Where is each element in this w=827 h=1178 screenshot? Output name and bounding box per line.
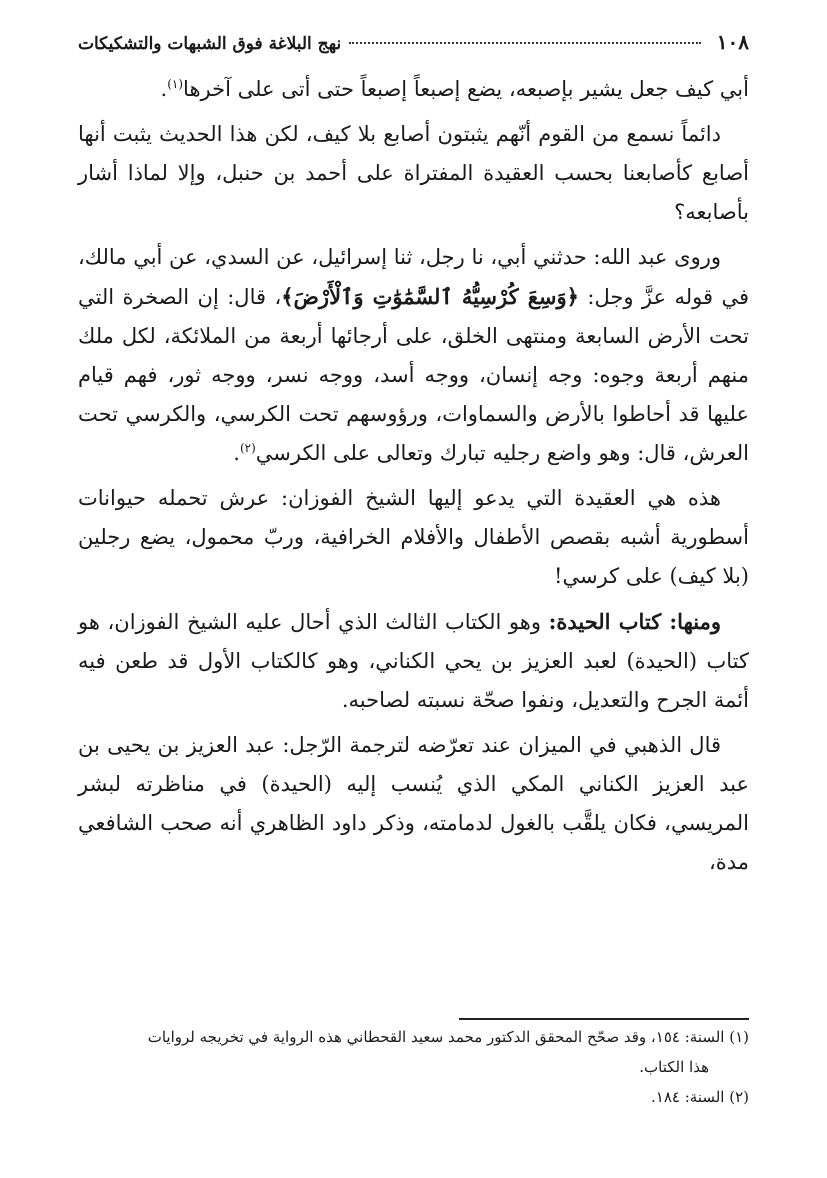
footnotes	[78, 1022, 749, 1112]
footnote-ref-2: (٢)	[239, 441, 256, 455]
header-dotted-leader	[349, 42, 701, 44]
paragraph-1	[78, 70, 749, 109]
footnote-1-continuation: هذا الكتاب.	[639, 1058, 709, 1076]
paragraph-3-end: .	[233, 441, 240, 465]
quran-verse: ﴿وَسِعَ كُرْسِيُّهُ ٱلسَّمَٰوَٰتِ وَٱلْأَرْضَ﴾	[281, 284, 579, 309]
paragraph-1-end: .	[160, 77, 168, 101]
paragraph-5-text: وهو الكتاب الثالث الذي أحال عليه الشيخ الفوزان، هو كتاب (الحيدة) لعبد العزيز بن يحي الكناني، وهو كالكتاب الأول قد طعن فيه أئمة الجرح والتعديل، ونفوا صحّة نسبته لصاحبه.	[78, 610, 749, 712]
main-text	[78, 70, 749, 888]
footnote-ref-1: (١)	[167, 77, 184, 91]
paragraph-2: دائماً نسمع من القوم أنّهم يثبتون أصابع بلا كيف، لكن هذا الحديث يثبت أنها أصابع كأصابعنا بحسب العقيدة المفتراة على أحمد بن حنبل، وإلا لماذا أشار بأصابعه؟	[78, 122, 749, 224]
paragraph-5	[78, 602, 749, 720]
section-heading-al-hayda: ومنها: كتاب الحيدة:	[548, 609, 721, 634]
paragraph-3-text-b: ، قال: إن الصخرة التي تحت الأرض السابعة ومنتهى الخلق، على أرجائها أربعة من الملائكة، لكل ملك منهم أربعة وجوه: وجه إنسان، ووجه أسد، ووجه نسر، ووجه ثور، فهم قيام عليها قد أحاطوا بالأرض والسماوات، ورؤوسهم تحت الكرسي، والكرسي تحت العرش، قال: وهو واضع رجليه تبارك وتعالى على الكرسي	[78, 285, 749, 465]
paragraph-6: قال الذهبي في الميزان عند تعرّضه لترجمة الرّجل: عبد العزيز بن يحيى بن عبد العزيز الكناني المكي الذي يُنسب إليه (الحيدة) في مناظرته لبشر المريسي، فكان يلقَّب بالغول لدمامته، وذكر داود الظاهري أنه صحب الشافعي مدة،	[78, 733, 749, 874]
running-title: نهج البلاغة فوق الشبهات والتشكيكات	[78, 34, 342, 54]
paragraph-3	[78, 238, 749, 473]
footnote-divider	[459, 1018, 749, 1020]
page-header	[78, 30, 749, 64]
page-number: ١٠٨	[716, 30, 749, 54]
footnote-1: (١) السنة: ١٥٤، وقد صحّح المحقق الدكتور محمد سعيد القحطاني هذه الرواية في تخريجه لروايات	[147, 1028, 749, 1046]
footnote-2: (٢) السنة: ١٨٤.	[650, 1088, 749, 1106]
paragraph-1-text: أبي كيف جعل يشير بإصبعه، يضع إصبعاً إصبعاً حتى أتى على آخرها	[183, 77, 749, 101]
paragraph-3-text-a: وروى عبد الله: حدثني أبي، نا رجل، ثنا إسرائيل، عن السدي، عن أبي مالك، في قوله عزَّ وجل:	[78, 245, 749, 309]
paragraph-4: هذه هي العقيدة التي يدعو إليها الشيخ الفوزان: عرش تحمله حيوانات أسطورية أشبه بقصص الأطفال والأفلام الخرافية، وربّ محمول، يضع رجلين (بلا كيف) على كرسي!	[78, 486, 749, 588]
